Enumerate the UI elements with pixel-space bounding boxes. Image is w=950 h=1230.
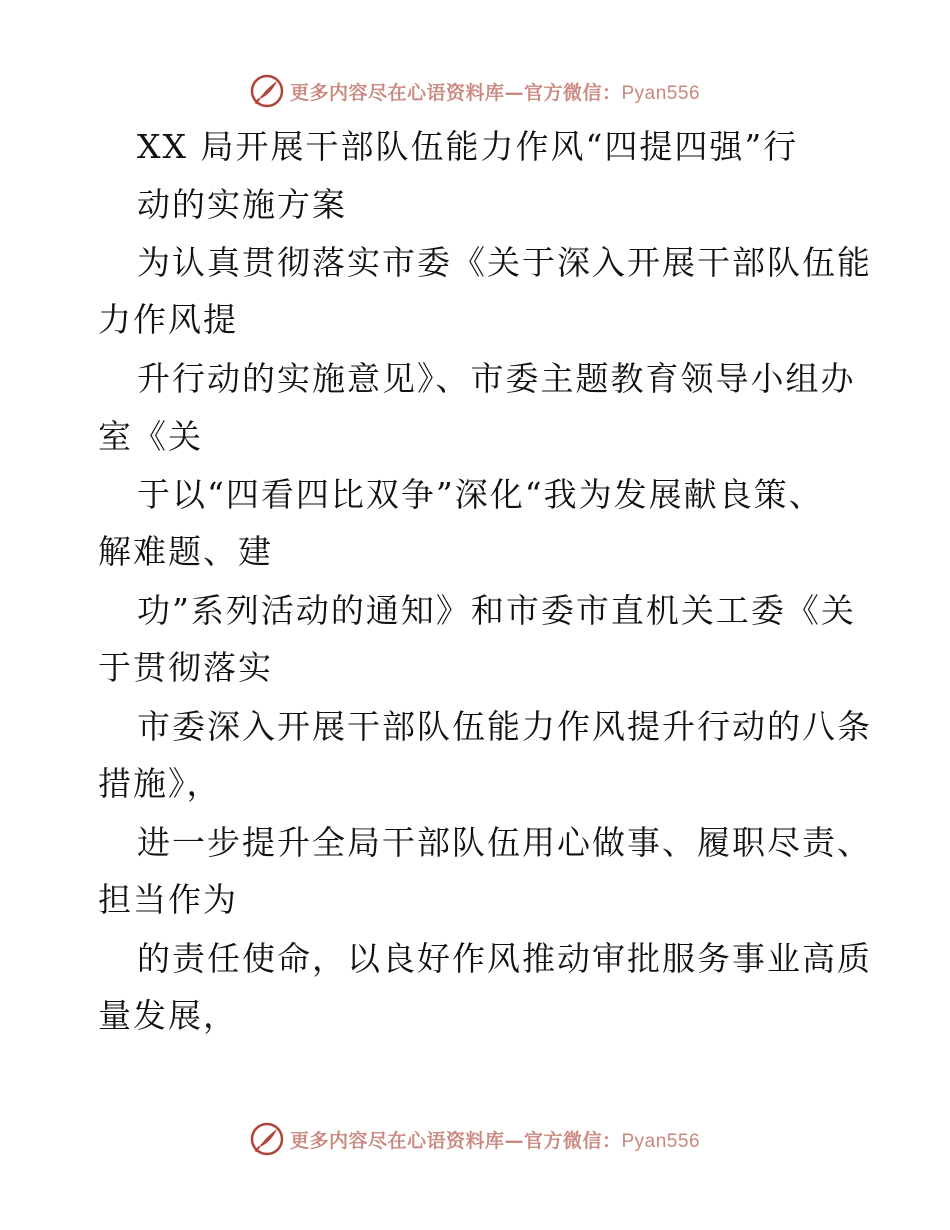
paragraph-line: 的责任使命，以良好作风推动审批服务事业高质 [137,939,872,978]
paragraph-line: 于贯彻落实 [98,648,273,687]
quill-logo-icon [250,74,284,108]
watermark-text: 更多内容尽在心语资料库—官方微信：Pyan556 [289,1129,701,1152]
header-watermark [0,71,950,111]
paragraph-line: 于以“四看四比双争”深化“我为发展献良策、 [137,475,824,514]
wechat-id: Pyan556 [621,82,701,104]
paragraph-line: 升行动的实施意见》、市委主题教育领导小组办 [137,359,856,398]
paragraph-line: 进一步提升全局干部队伍用心做事、履职尽责、 [137,823,872,862]
paragraph-line: 市委深入开展干部队伍能力作风提升行动的八条 [137,707,872,746]
paragraph-line: 为认真贯彻落实市委《关于深入开展干部队伍能 [137,243,872,282]
paragraph-line: 解难题、建 [98,532,273,571]
wechat-id: Pyan556 [621,1130,701,1152]
title-line-2: 动的实施方案 [137,185,347,224]
paragraph-line: 室《关 [98,417,203,456]
paragraph-line: 担当作为 [98,880,238,919]
watermark-text: 更多内容尽在心语资料库—官方微信：Pyan556 [289,81,701,104]
footer-watermark [0,1119,950,1159]
paragraph-line: 力作风提 [98,300,238,339]
paragraph-line: 量发展， [98,996,238,1035]
paragraph-line: 措施》， [98,764,222,803]
title-line-1: XX 局开展干部队伍能力作风“四提四强”行 [137,127,799,166]
quill-logo-icon [250,1122,284,1156]
paragraph-line: 功”系列活动的通知》和市委市直机关工委《关 [137,591,856,630]
